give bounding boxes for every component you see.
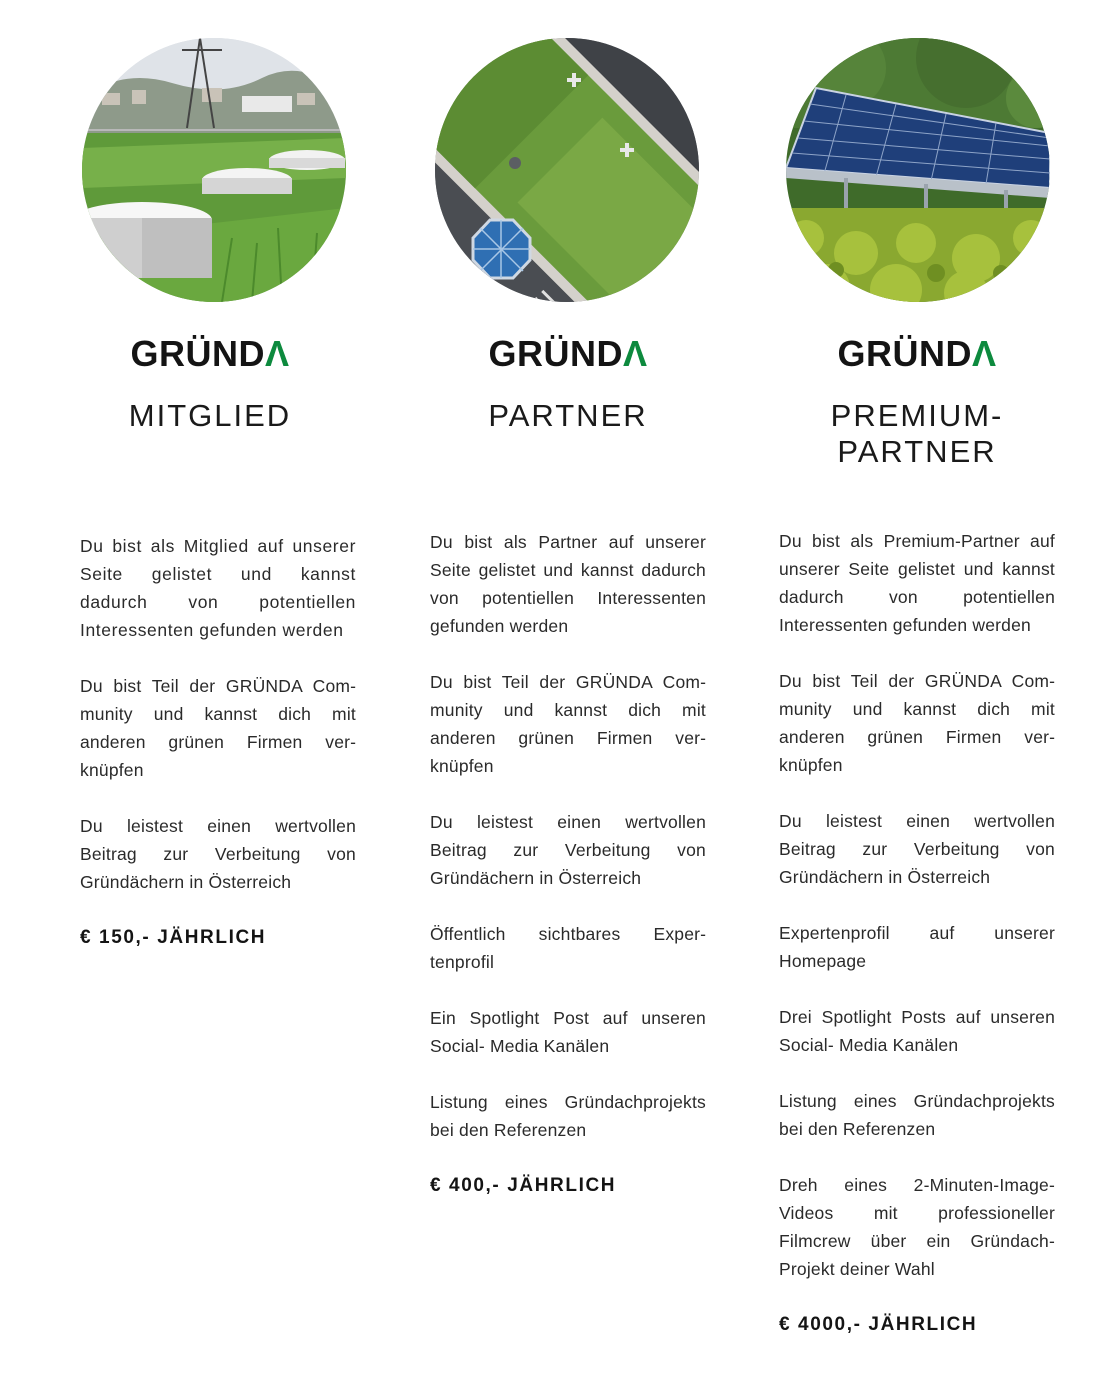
feature-item: Du bist Teil der GRÜNDA Community und kannst dich mit anderen grünen Firmen verknüpfen [430,672,706,776]
solar-panels-green-roof-image [786,38,1050,302]
feature-item: Du leistest einen wertvollen Beitrag zur Verbeitung von Gründächern in Österreich [779,811,1055,887]
feature-item: Du bist Teil der GRÜNDA Community und kannst dich mit anderen grünen Firmen verknüpfen [80,676,356,780]
tier-title: PARTNER [488,398,648,433]
feature-item: Du bist als Partner auf unserer Seite gelistet und kannst dadurch von potentiellen Interessenten gefunden werden [430,532,706,636]
feature-item: Drei Spotlight Posts auf unseren Social- Media Kanälen [779,1007,1055,1055]
rooftop-skylights-image [82,38,346,302]
price-label: € 150,- JÄHRLICH [80,927,267,948]
feature-item: Dreh eines 2-Minuten-Image-Videos mit professioneller Filmcrew über ein Gründach-Projekt deiner Wahl [779,1175,1055,1279]
tier-card-mitglied [80,0,356,1394]
feature-item: Du leistest einen wertvollen Beitrag zur Verbeitung von Gründächern in Österreich [430,812,706,888]
price-label: € 4000,- JÄHRLICH [779,1314,978,1335]
tier-card-premium-partner [779,0,1055,1394]
feature-item: Du bist als Mitglied auf unserer Seite gelistet und kannst dadurch von potentiellen Interessenten gefunden werden [80,536,356,640]
feature-item: Du leistest einen wertvollen Beitrag zur Verbeitung von Gründächern in Österreich [80,816,356,892]
feature-item: Expertenprofil auf unserer Homepage [779,923,1055,971]
feature-item: Listung eines Gründachprojekts bei den Referenzen [430,1092,706,1140]
feature-list [779,527,1055,1339]
tier-title-line: PARTNER [837,434,997,469]
feature-item: Du bist als Premium-Partner auf unserer Seite gelistet und kannst dadurch von potentiellen Interessenten gefunden werden [779,531,1055,635]
feature-item: Listung eines Gründachprojekts bei den Referenzen [779,1091,1055,1139]
feature-list [80,532,356,952]
gruenda-logo: GRÜNDΛ [130,333,290,374]
tier-title: MITGLIED [128,398,292,433]
feature-item: Du bist Teil der GRÜNDA Community und kannst dich mit anderen grünen Firmen verknüpfen [779,671,1055,775]
feature-item: Ein Spotlight Post auf unseren Social- Media Kanälen [430,1008,706,1056]
tier-title [779,398,1055,470]
tier-card-partner [430,0,706,1394]
aerial-green-roof-image [435,38,699,302]
feature-item: Öffentlich sichtbares Expertenprofil [430,924,706,972]
tier-title-line: PREMIUM- [830,398,1004,433]
gruenda-logo: GRÜNDΛ [837,333,997,374]
gruenda-logo: GRÜNDΛ [488,333,648,374]
feature-list [430,528,706,1200]
price-label: € 400,- JÄHRLICH [430,1175,617,1196]
